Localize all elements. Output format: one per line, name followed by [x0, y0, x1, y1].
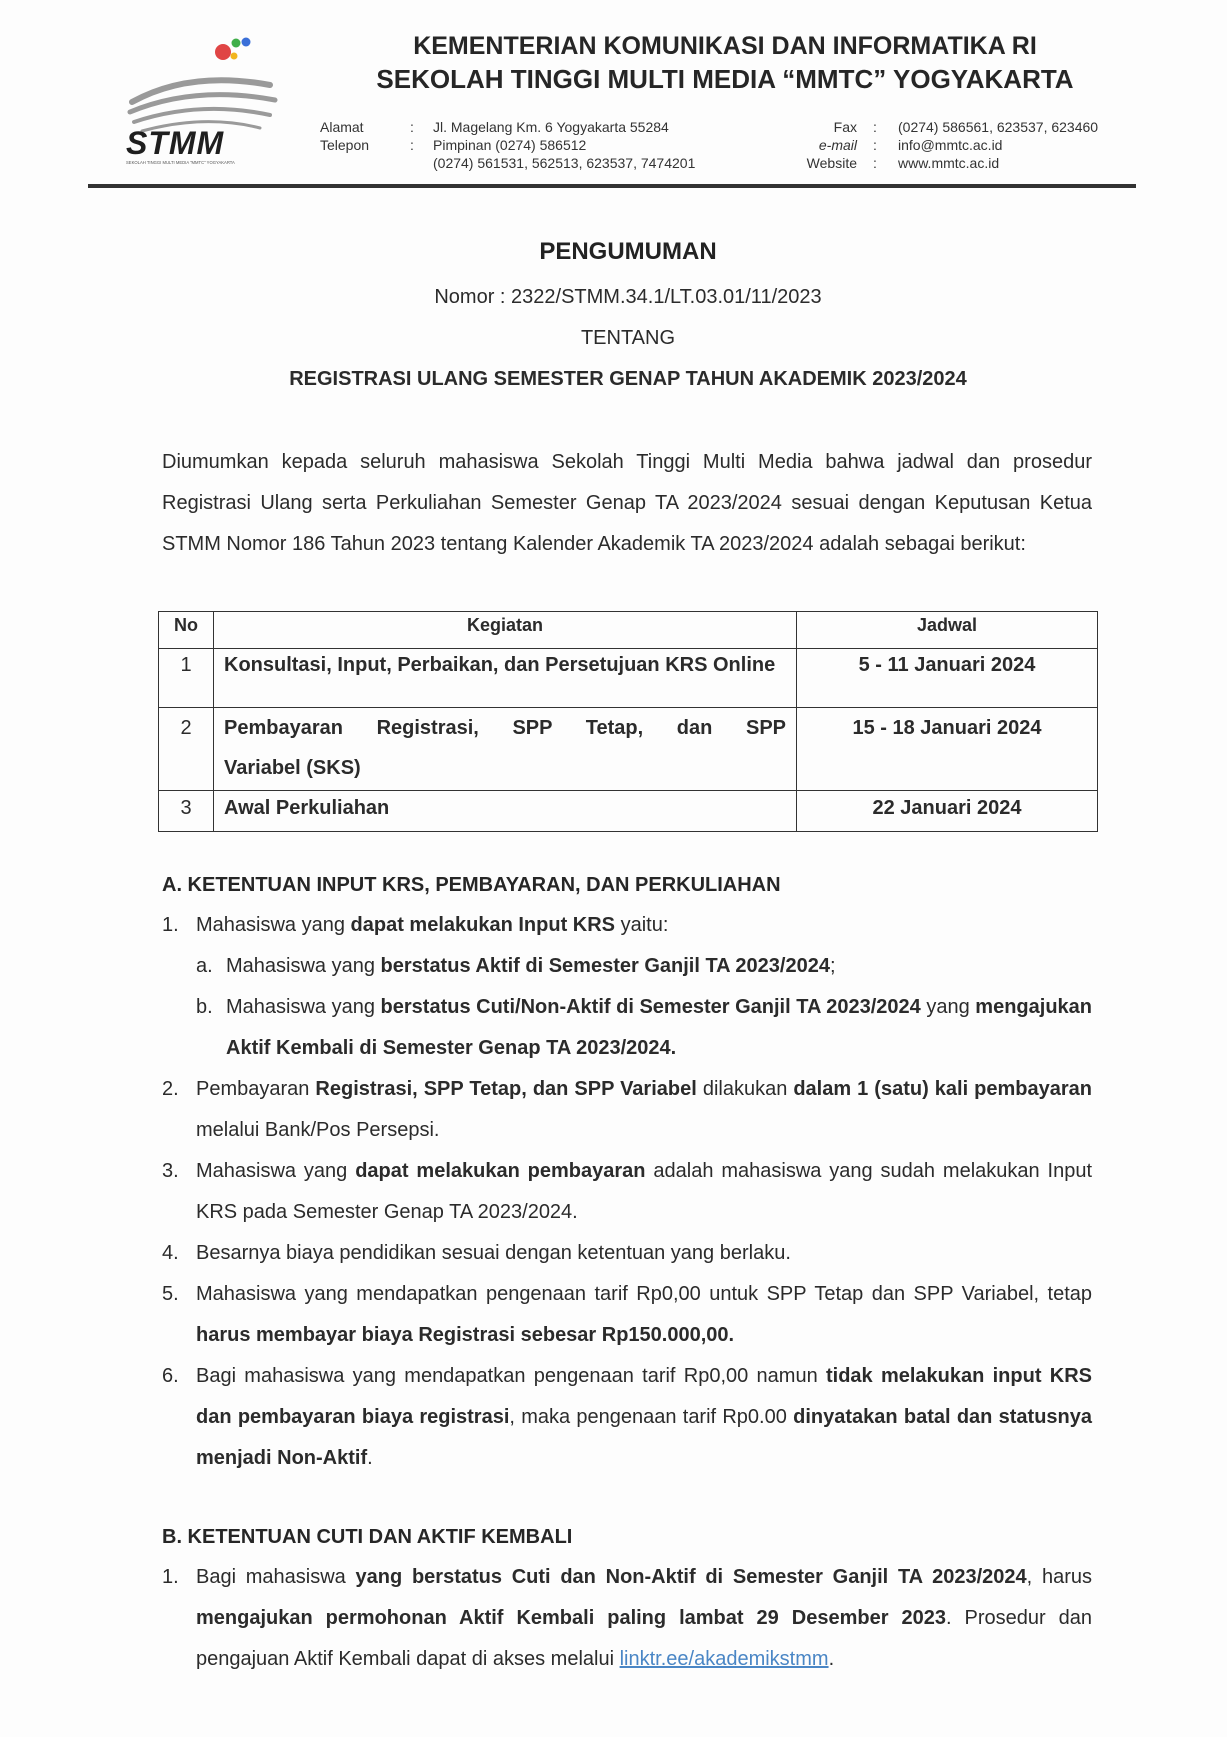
table-row	[159, 791, 1098, 832]
stmm-logo	[120, 30, 290, 170]
row-activity: Konsultasi, Input, Perbaikan, dan Persetujuan KRS Online	[214, 649, 797, 708]
row-date: 5 - 11 Januari 2024	[797, 649, 1098, 708]
item-bold: dapat melakukan pembayaran	[355, 1160, 646, 1182]
item-text: Pembayaran	[196, 1078, 316, 1100]
colon: :	[873, 119, 877, 135]
logo-dot-green	[232, 39, 241, 48]
list-item	[162, 1356, 1092, 1479]
ministry-name: KEMENTERIAN KOMUNIKASI DAN INFORMATIKA RI	[413, 32, 1037, 60]
item-bold: dapat melakukan Input KRS	[350, 914, 616, 936]
website-value: www.mmtc.ac.id	[898, 155, 1000, 171]
fax-label: Fax	[833, 119, 857, 135]
item-text: .	[367, 1447, 373, 1469]
list-item	[162, 1069, 1092, 1151]
phone-others-value: (0274) 561531, 562513, 623537, 7474201	[433, 155, 696, 171]
row-activity	[214, 708, 797, 791]
item-text: yang	[920, 996, 976, 1018]
header-activity: Kegiatan	[214, 612, 797, 649]
logo-dot-red	[215, 44, 231, 60]
list-item	[162, 1151, 1092, 1233]
website-label: Website	[806, 155, 857, 171]
phone-label: Telepon	[320, 137, 370, 153]
item-text: . Prosedur dan pengajuan Aktif Kembali dapat di akses melalui	[196, 1607, 1092, 1670]
row-activity: Awal Perkuliahan	[214, 791, 797, 832]
list-item	[162, 1557, 1092, 1680]
item-number: 3.	[162, 1160, 179, 1182]
section-a-list	[162, 905, 1092, 1479]
contact-colons-right	[873, 118, 877, 172]
item-bold: Registrasi, SPP Tetap, dan SPP Variabel	[315, 1078, 697, 1100]
item-text: adalah mahasiswa yang sudah melakukan Input KRS pada Semester Genap TA 2023/2024.	[196, 1160, 1092, 1223]
colon: :	[410, 119, 414, 135]
item-bold: dinyatakan batal dan statusnya menjadi Non-Aktif	[196, 1406, 1093, 1469]
contact-labels-left	[320, 118, 369, 154]
list-item	[162, 1233, 1092, 1274]
row-date: 15 - 18 Januari 2024	[797, 708, 1098, 791]
item-text: melalui Bank/Pos Persepsi.	[196, 1119, 440, 1141]
section-b-heading: B. KETENTUAN CUTI DAN AKTIF KEMBALI	[162, 1526, 573, 1548]
announcement-subject: REGISTRASI ULANG SEMESTER GENAP TAHUN AKADEMIK 2023/2024	[289, 368, 967, 390]
item-bold: yang berstatus Cuti dan Non-Aktif di Semester Ganjil TA 2023/2024	[355, 1566, 1027, 1588]
item-number: 2.	[162, 1078, 179, 1100]
item-bold: mengajukan Aktif Kembali di Semester Genap TA 2023/2024.	[226, 996, 1092, 1059]
section-b-list	[162, 1557, 1092, 1680]
schedule-table	[158, 611, 1098, 832]
item-bold: harus membayar biaya Registrasi sebesar Rp150.000,00.	[196, 1324, 735, 1346]
contact-colons-left	[410, 118, 414, 154]
header-no: No	[159, 612, 214, 649]
row-activity-line2: Variabel (SKS)	[224, 757, 361, 779]
colon: :	[410, 137, 414, 153]
item-bold: tidak melakukan input KRS dan pembayaran biaya registrasi	[196, 1365, 1092, 1428]
section-a-heading: A. KETENTUAN INPUT KRS, PEMBAYARAN, DAN PERKULIAHAN	[162, 874, 781, 896]
list-item	[162, 1274, 1092, 1356]
logo-wordmark: STMM	[126, 125, 225, 161]
item-text: dilakukan	[696, 1078, 794, 1100]
item-number: 1.	[162, 914, 179, 936]
list-item	[162, 905, 1092, 946]
email-label: e-mail	[818, 137, 857, 153]
phone-leader-value: Pimpinan (0274) 586512	[433, 137, 587, 153]
table-header-row	[159, 612, 1098, 649]
item-bold: dalam 1 (satu) kali pembayaran	[793, 1078, 1092, 1100]
item-bold: mengajukan permohonan Aktif Kembali paling lambat 29 Desember 2023	[196, 1607, 946, 1629]
row-no: 3	[159, 791, 214, 832]
item-text: Besarnya biaya pendidikan sesuai dengan ketentuan yang berlaku.	[196, 1242, 791, 1264]
item-text: Bagi mahasiswa	[196, 1566, 356, 1588]
colon: :	[873, 137, 877, 153]
announcement-title: PENGUMUMAN	[539, 238, 717, 265]
header-schedule: Jadwal	[797, 612, 1098, 649]
announcement-number: Nomor : 2322/STMM.34.1/LT.03.01/11/2023	[434, 286, 822, 308]
item-bold: berstatus Aktif di Semester Ganjil TA 2023/2024	[380, 955, 830, 977]
logo-dot-blue	[242, 38, 251, 47]
item-text: Mahasiswa yang	[196, 1160, 356, 1182]
address-value: Jl. Magelang Km. 6 Yogyakarta 55284	[433, 119, 669, 135]
contact-labels-right	[780, 118, 857, 172]
logo-swoosh	[130, 80, 275, 131]
logo-subtext: SEKOLAH TINGGI MULTI MEDIA "MMTC" YOGYAKARTA	[126, 160, 235, 165]
item-number: 1.	[162, 1566, 179, 1588]
institution-name: SEKOLAH TINGGI MULTI MEDIA “MMTC” YOGYAKARTA	[376, 64, 1074, 94]
contact-values-left	[433, 118, 695, 172]
item-number: a.	[196, 955, 213, 977]
contact-values-right	[898, 118, 1098, 172]
fax-value: (0274) 586561, 623537, 623460	[898, 119, 1099, 135]
list-subitem	[162, 987, 1092, 1069]
intro-paragraph: Diumumkan kepada seluruh mahasiswa Sekolah Tinggi Multi Media bahwa jadwal dan prosedur Registrasi Ulang serta Perkuliahan Semester Genap TA 2023/2024 sesuai dengan Keputusan Ketua STMM Nomor 186 Tahun 2023 tentang Kalender Akademik TA 2023/2024 adalah sebagai berikut:	[162, 451, 1092, 555]
email-value: info@mmtc.ac.id	[898, 137, 1003, 153]
item-text: , maka pengenaan tarif Rp0.00	[509, 1406, 794, 1428]
item-text: yaitu:	[615, 914, 669, 936]
item-text: Mahasiswa yang mendapatkan pengenaan tarif Rp0,00 untuk SPP Tetap dan SPP Variabel, tetap	[196, 1283, 1092, 1305]
item-text: , harus	[1026, 1566, 1092, 1588]
aktif-kembali-link[interactable]: linktr.ee/akademikstmm	[619, 1648, 829, 1670]
item-text: Bagi mahasiswa yang mendapatkan pengenaan tarif Rp0,00 namun	[196, 1365, 826, 1387]
row-no: 2	[159, 708, 214, 791]
item-text: Mahasiswa yang	[226, 996, 381, 1018]
table-row	[159, 708, 1098, 791]
item-text: .	[828, 1648, 835, 1670]
row-date: 22 Januari 2024	[797, 791, 1098, 832]
item-number: b.	[196, 996, 213, 1018]
address-label: Alamat	[320, 119, 364, 135]
announcement-about: TENTANG	[580, 327, 676, 349]
item-number: 5.	[162, 1283, 179, 1305]
logo-dot-yellow	[231, 53, 238, 60]
item-number: 4.	[162, 1242, 179, 1264]
colon: :	[873, 155, 877, 171]
table-row	[159, 649, 1098, 708]
item-text: ;	[829, 955, 836, 977]
item-text: Mahasiswa yang	[226, 955, 381, 977]
row-activity-line1: Pembayaran Registrasi, SPP Tetap, dan SPP	[224, 717, 786, 739]
row-no: 1	[159, 649, 214, 708]
list-subitem	[162, 946, 1092, 987]
item-text: Mahasiswa yang	[196, 914, 351, 936]
letterhead-divider	[88, 184, 1136, 188]
item-number: 6.	[162, 1365, 179, 1387]
item-bold: berstatus Cuti/Non-Aktif di Semester Ganjil TA 2023/2024	[380, 996, 921, 1018]
